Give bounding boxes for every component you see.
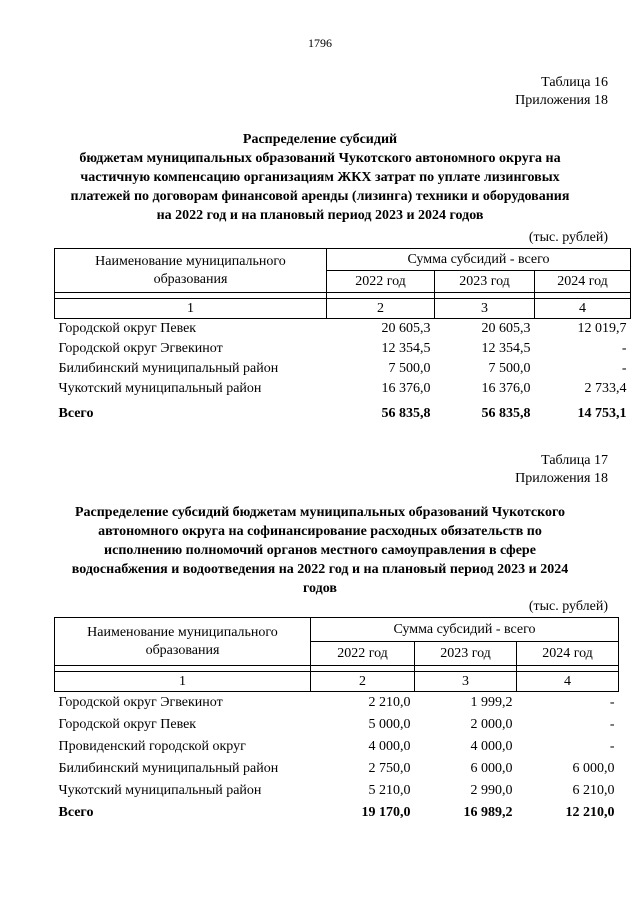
value-2022: 12 354,5	[381, 340, 431, 356]
value-2023: 1 999,2	[470, 694, 513, 710]
table-16-title-line: частичную компенсацию организациям ЖКХ затрат по уплате лизинговых	[80, 170, 560, 185]
table-16-title-line: платежей по договорам финансовой аренды (лизинга) техники и оборудования	[70, 189, 570, 204]
table-17-title-line: водоснабжения и водоотведения на 2022 год и на плановый период 2023 и 2024	[71, 562, 569, 577]
table-row	[55, 339, 631, 359]
value-2022: 2 750,0	[368, 760, 411, 776]
col-number: 3	[415, 672, 517, 692]
header-name: Наименование муниципального образования	[55, 249, 327, 293]
header-year-2022: 2022 год	[327, 271, 435, 293]
value-2023: 12 354,5	[481, 340, 531, 356]
header-year-2023: 2023 год	[415, 642, 517, 666]
value-2023: 7 500,0	[488, 360, 531, 376]
value-2023: 2 000,0	[470, 716, 513, 732]
table-16-title-line: на 2022 год и на плановый период 2023 и 2024 годов	[156, 208, 484, 223]
value-2024: 2 733,4	[584, 380, 627, 396]
row-name: Городской округ Эгвекинот	[58, 694, 223, 710]
table-row	[55, 714, 619, 736]
total-2024: 12 210,0	[565, 804, 615, 820]
table-17-caption	[515, 452, 608, 488]
value-2022: 4 000,0	[368, 738, 411, 754]
table-17	[54, 617, 619, 824]
value-2023: 6 000,0	[470, 760, 513, 776]
table-17-title-line: исполнению полномочий органов местного самоуправления в сфере	[104, 543, 536, 558]
col-number: 4	[535, 299, 631, 319]
table-17-title-line: годов	[303, 581, 337, 596]
total-2023: 16 989,2	[463, 804, 513, 820]
header-sum: Сумма субсидий - всего	[311, 618, 619, 642]
value-2022: 2 210,0	[368, 694, 411, 710]
value-2022: 5 000,0	[368, 716, 411, 732]
table-17-title-line: Распределение субсидий бюджетам муниципальных образований Чукотского	[74, 505, 566, 520]
total-label: Всего	[58, 804, 94, 820]
table-row	[55, 692, 619, 714]
value-2022: 20 605,3	[381, 320, 431, 336]
row-name: Билибинский муниципальный район	[58, 760, 279, 776]
value-2024: -	[609, 716, 615, 732]
total-2022: 19 170,0	[361, 804, 411, 820]
table-17-units: (тыс. рублей)	[528, 599, 608, 614]
header-year-2024: 2024 год	[517, 642, 619, 666]
table-row	[55, 780, 619, 802]
page-number: 1796	[308, 36, 332, 50]
value-2023: 20 605,3	[481, 320, 531, 336]
row-name: Чукотский муниципальный район	[58, 380, 262, 396]
total-2024: 14 753,1	[577, 405, 627, 421]
row-name: Городской округ Эгвекинот	[58, 340, 223, 356]
col-number: 2	[327, 299, 435, 319]
table-row	[55, 359, 631, 379]
total-2023: 56 835,8	[481, 405, 531, 421]
header-year-2024: 2024 год	[535, 271, 631, 293]
table-16-caption-line2: Приложения 18	[515, 93, 608, 108]
table-row	[55, 379, 631, 399]
table-row	[55, 319, 631, 339]
header-year-2022: 2022 год	[311, 642, 415, 666]
header-name: Наименование муниципального образования	[55, 618, 311, 666]
value-2022: 16 376,0	[381, 380, 431, 396]
table-16-title-line: Распределение субсидий	[242, 132, 398, 147]
row-name: Городской округ Певек	[58, 320, 197, 336]
value-2024: -	[609, 694, 615, 710]
col-number: 4	[517, 672, 619, 692]
value-2024: 6 210,0	[572, 782, 615, 798]
table-17-caption-line1: Таблица 17	[541, 453, 608, 468]
row-name: Билибинский муниципальный район	[58, 360, 279, 376]
table-16-caption-line1: Таблица 16	[541, 75, 608, 90]
value-2024: 12 019,7	[577, 320, 627, 336]
total-label: Всего	[58, 405, 94, 421]
header-sum: Сумма субсидий - всего	[327, 249, 631, 271]
table-16-title-line: бюджетам муниципальных образований Чукотского автономного округа на	[79, 151, 561, 166]
header-year-2023: 2023 год	[435, 271, 535, 293]
table-16-units: (тыс. рублей)	[528, 230, 608, 245]
table-row	[55, 758, 619, 780]
table-total-row	[55, 399, 631, 429]
value-2024: -	[621, 340, 627, 356]
row-name: Городской округ Певек	[58, 716, 197, 732]
value-2024: -	[621, 360, 627, 376]
col-number: 1	[55, 672, 311, 692]
col-number: 1	[55, 299, 327, 319]
table-16-caption	[515, 74, 608, 110]
value-2023: 4 000,0	[470, 738, 513, 754]
col-number: 2	[311, 672, 415, 692]
value-2022: 5 210,0	[368, 782, 411, 798]
value-2024: -	[609, 738, 615, 754]
value-2022: 7 500,0	[388, 360, 431, 376]
table-16-title	[50, 130, 590, 225]
row-name: Провиденский городской округ	[58, 738, 246, 754]
col-number: 3	[435, 299, 535, 319]
value-2024: 6 000,0	[572, 760, 615, 776]
table-17-title-line: автономного округа на софинансирование расходных обязательств по	[98, 524, 542, 539]
table-row	[55, 736, 619, 758]
table-16	[54, 248, 631, 429]
row-name: Чукотский муниципальный район	[58, 782, 262, 798]
table-17-caption-line2: Приложения 18	[515, 471, 608, 486]
value-2023: 16 376,0	[481, 380, 531, 396]
table-17-title	[50, 503, 590, 598]
total-2022: 56 835,8	[381, 405, 431, 421]
value-2023: 2 990,0	[470, 782, 513, 798]
table-total-row	[55, 802, 619, 824]
